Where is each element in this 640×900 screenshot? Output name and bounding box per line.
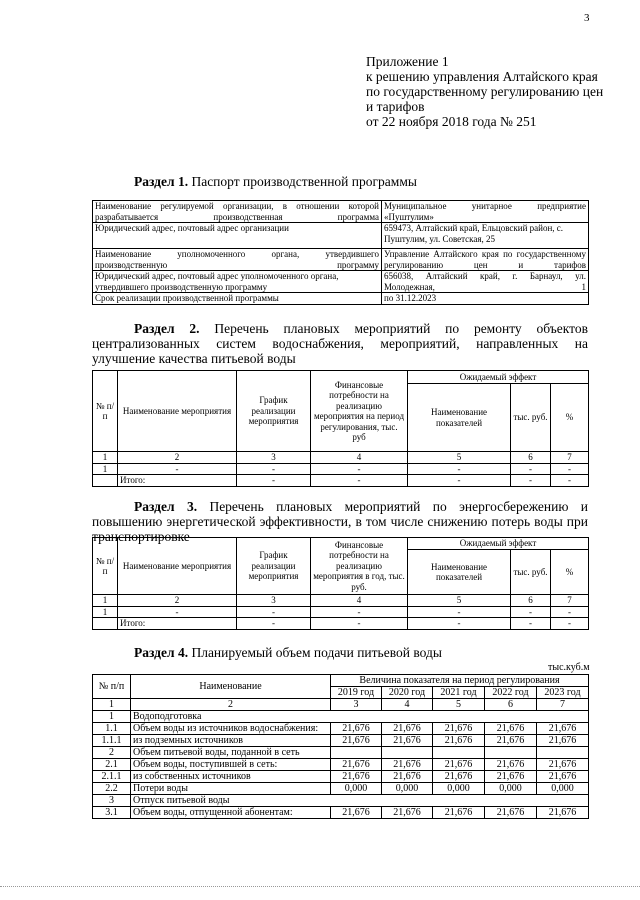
row-name: из собственных источников [131, 771, 331, 783]
col-header: № п/п [93, 538, 118, 595]
year-header: 2021 год [433, 687, 485, 699]
value-cell: 21,676 [382, 759, 433, 771]
table-row [93, 747, 589, 759]
col-index: 4 [311, 452, 408, 464]
col-index: 6 [511, 595, 551, 607]
annex-line: по государственному регулированию цен [366, 84, 604, 99]
annex-header [366, 54, 628, 129]
passport-value: Муниципальное унитарное предприятие «Пуштулим» [382, 201, 589, 223]
table-row [93, 795, 589, 807]
value-cell: 0,000 [382, 783, 433, 795]
col-header: Величина показателя на период регулирования [331, 675, 589, 687]
col-index: 1 [93, 699, 131, 711]
annex-line: от 22 ноября 2018 года № 251 [366, 114, 537, 129]
table-cell: - [311, 475, 408, 487]
col-index: 1 [93, 452, 118, 464]
table-cell: 1 [93, 463, 118, 475]
passport-key: Юридический адрес, почтовый адрес организации [93, 223, 382, 249]
value-cell: 21,676 [382, 771, 433, 783]
row-number: 2 [93, 747, 131, 759]
total-label: Итого: [118, 618, 237, 630]
col-header: График реализации мероприятия [237, 538, 311, 595]
table-cell [93, 618, 118, 630]
section2-label: Раздел 2. [134, 321, 200, 336]
row-number: 1.1 [93, 723, 131, 735]
repair-measures-table [92, 370, 589, 487]
value-cell: 21,676 [433, 807, 485, 819]
col-index: 6 [485, 699, 537, 711]
value-cell [485, 747, 537, 759]
value-cell: 0,000 [485, 783, 537, 795]
table-cell: - [511, 618, 551, 630]
table-cell: - [237, 618, 311, 630]
table-row [93, 771, 589, 783]
value-cell: 21,676 [537, 723, 589, 735]
year-header: 2020 год [382, 687, 433, 699]
value-cell: 21,676 [331, 771, 382, 783]
table-row [93, 807, 589, 819]
table-cell: - [551, 463, 589, 475]
value-cell: 21,676 [382, 723, 433, 735]
col-header: Наименование [131, 675, 331, 699]
section3-title: Перечень плановых мероприятий по энергосбережению и повышению энергетической эффективности, в том числе снижению потерь воды при транспортировке [92, 499, 589, 544]
table-cell: - [408, 475, 511, 487]
table-cell: - [311, 606, 408, 618]
passport-key: Наименование регулируемой организации, в отношении которой разрабатывается производственная программа [93, 201, 382, 223]
page-number: 3 [584, 12, 590, 24]
row-number: 2.1 [93, 759, 131, 771]
year-header: 2023 год [537, 687, 589, 699]
value-cell: 21,676 [433, 735, 485, 747]
row-name: Объем питьевой воды, поданной в сеть [131, 747, 331, 759]
passport-key: Наименование уполномоченного органа, утвердившего производственную программу [93, 249, 382, 271]
row-number: 1 [93, 711, 131, 723]
passport-value: 659473, Алтайский край, Ельцовский район, с. Пуштулим, ул. Советская, 25 [382, 223, 589, 249]
value-cell: 21,676 [537, 735, 589, 747]
value-cell [433, 747, 485, 759]
value-cell: 0,000 [331, 783, 382, 795]
value-cell: 21,676 [382, 735, 433, 747]
table-cell: - [118, 463, 237, 475]
row-number: 2.1.1 [93, 771, 131, 783]
table-row [93, 759, 589, 771]
col-header: Наименование показателей [408, 550, 511, 595]
annex-line: к решению управления Алтайского края [366, 69, 598, 84]
table-cell: - [511, 475, 551, 487]
row-name: из подземных источников [131, 735, 331, 747]
passport-value: по 31.12.2023 [382, 293, 589, 305]
col-index: 5 [433, 699, 485, 711]
section1-label: Раздел 1. [134, 174, 189, 189]
row-number: 3 [93, 795, 131, 807]
table-row [93, 723, 589, 735]
value-cell: 21,676 [485, 735, 537, 747]
col-header: Наименование показателей [408, 384, 511, 452]
water-supply-table [92, 674, 589, 819]
section4-title: Планируемый объем подачи питьевой воды [188, 645, 442, 660]
table-cell: - [237, 606, 311, 618]
passport-table [92, 200, 589, 305]
energy-measures-table [92, 537, 589, 630]
row-name: Объем воды, отпущенной абонентам: [131, 807, 331, 819]
section2-title: Перечень плановых мероприятий по ремонту объектов централизованных систем водоснабжения, мероприятий, направленных на улучшение качества питьевой воды [92, 321, 588, 366]
value-cell: 0,000 [537, 783, 589, 795]
col-index: 5 [408, 595, 511, 607]
col-index: 7 [537, 699, 589, 711]
passport-key: Юридический адрес, почтовый адрес уполномоченного органа, утвердившего производственную программу [93, 271, 382, 293]
row-number: 3.1 [93, 807, 131, 819]
value-cell: 21,676 [382, 807, 433, 819]
row-name: Водоподготовка [131, 711, 589, 723]
value-cell [331, 747, 382, 759]
year-header: 2022 год [485, 687, 537, 699]
value-cell: 0,000 [433, 783, 485, 795]
col-header: График реализации мероприятия [237, 371, 311, 452]
table-cell: - [311, 463, 408, 475]
table-cell: - [118, 606, 237, 618]
col-header: % [551, 550, 589, 595]
row-name: Отпуск питьевой воды [131, 795, 589, 807]
value-cell: 21,676 [331, 807, 382, 819]
value-cell: 21,676 [331, 735, 382, 747]
section3-label: Раздел 3. [134, 499, 198, 514]
page-bottom-rule [0, 886, 640, 887]
passport-key: Срок реализации производственной программы [93, 293, 382, 305]
value-cell: 21,676 [485, 723, 537, 735]
value-cell: 21,676 [485, 759, 537, 771]
value-cell: 21,676 [433, 771, 485, 783]
table-cell: - [551, 606, 589, 618]
table-cell: - [551, 475, 589, 487]
col-header: тыс. руб. [511, 384, 551, 452]
table-row [93, 783, 589, 795]
col-index: 4 [382, 699, 433, 711]
col-header: Наименование мероприятия [118, 371, 237, 452]
col-header: тыс. руб. [511, 550, 551, 595]
col-header: % [551, 384, 589, 452]
table-row [93, 735, 589, 747]
value-cell: 21,676 [485, 771, 537, 783]
row-name: Потери воды [131, 783, 331, 795]
col-index: 6 [511, 452, 551, 464]
row-number: 1.1.1 [93, 735, 131, 747]
year-header: 2019 год [331, 687, 382, 699]
value-cell: 21,676 [331, 723, 382, 735]
col-header: Наименование мероприятия [118, 538, 237, 595]
units-label: тыс.куб.м [548, 662, 590, 673]
col-index: 3 [237, 452, 311, 464]
value-cell: 21,676 [485, 807, 537, 819]
value-cell [382, 747, 433, 759]
col-header: Ожидаемый эффект [408, 538, 589, 550]
col-header: Ожидаемый эффект [408, 371, 589, 384]
value-cell: 21,676 [433, 723, 485, 735]
col-index: 2 [118, 595, 237, 607]
row-name: Объем воды из источников водоснабжения: [131, 723, 331, 735]
value-cell: 21,676 [331, 759, 382, 771]
table-cell: - [408, 463, 511, 475]
table-cell: - [551, 618, 589, 630]
passport-value: Управление Алтайского края по государственному регулированию цен и тарифов [382, 249, 589, 271]
section4-heading [134, 645, 442, 660]
col-index: 3 [331, 699, 382, 711]
table-cell: - [311, 618, 408, 630]
section2-heading [92, 321, 588, 366]
value-cell: 21,676 [537, 759, 589, 771]
table-row [93, 711, 589, 723]
row-name: Объем воды, поступившей в сеть: [131, 759, 331, 771]
total-label: Итого: [118, 475, 237, 487]
section1-heading [134, 174, 417, 189]
annex-line: и тарифов [366, 99, 425, 114]
col-index: 3 [237, 595, 311, 607]
passport-value: 656038, Алтайский край, г. Барнаул, ул. Молодежная, 1 [382, 271, 589, 293]
table-cell: - [408, 606, 511, 618]
table-cell: - [511, 463, 551, 475]
table-cell [93, 475, 118, 487]
table-cell: - [408, 618, 511, 630]
col-index: 1 [93, 595, 118, 607]
value-cell: 21,676 [537, 807, 589, 819]
col-index: 7 [551, 452, 589, 464]
col-index: 2 [118, 452, 237, 464]
col-index: 7 [551, 595, 589, 607]
col-header: Финансовые потребности на реализацию мероприятия на период регулирования, тыс. руб [311, 371, 408, 452]
table-cell: - [511, 606, 551, 618]
annex-line: Приложение 1 [366, 54, 449, 69]
row-number: 2.2 [93, 783, 131, 795]
section1-title: Паспорт производственной программы [188, 174, 417, 189]
section4-label: Раздел 4. [134, 645, 189, 660]
value-cell: 21,676 [433, 759, 485, 771]
col-index: 4 [311, 595, 408, 607]
value-cell [537, 747, 589, 759]
col-index: 5 [408, 452, 511, 464]
col-header: Финансовые потребности на реализацию мероприятия в год, тыс. руб. [311, 538, 408, 595]
col-header: № п/п [93, 371, 118, 452]
table-cell: - [237, 475, 311, 487]
table-cell: 1 [93, 606, 118, 618]
table-cell: - [237, 463, 311, 475]
value-cell: 21,676 [537, 771, 589, 783]
col-index: 2 [131, 699, 331, 711]
col-header: № п/п [93, 675, 131, 699]
